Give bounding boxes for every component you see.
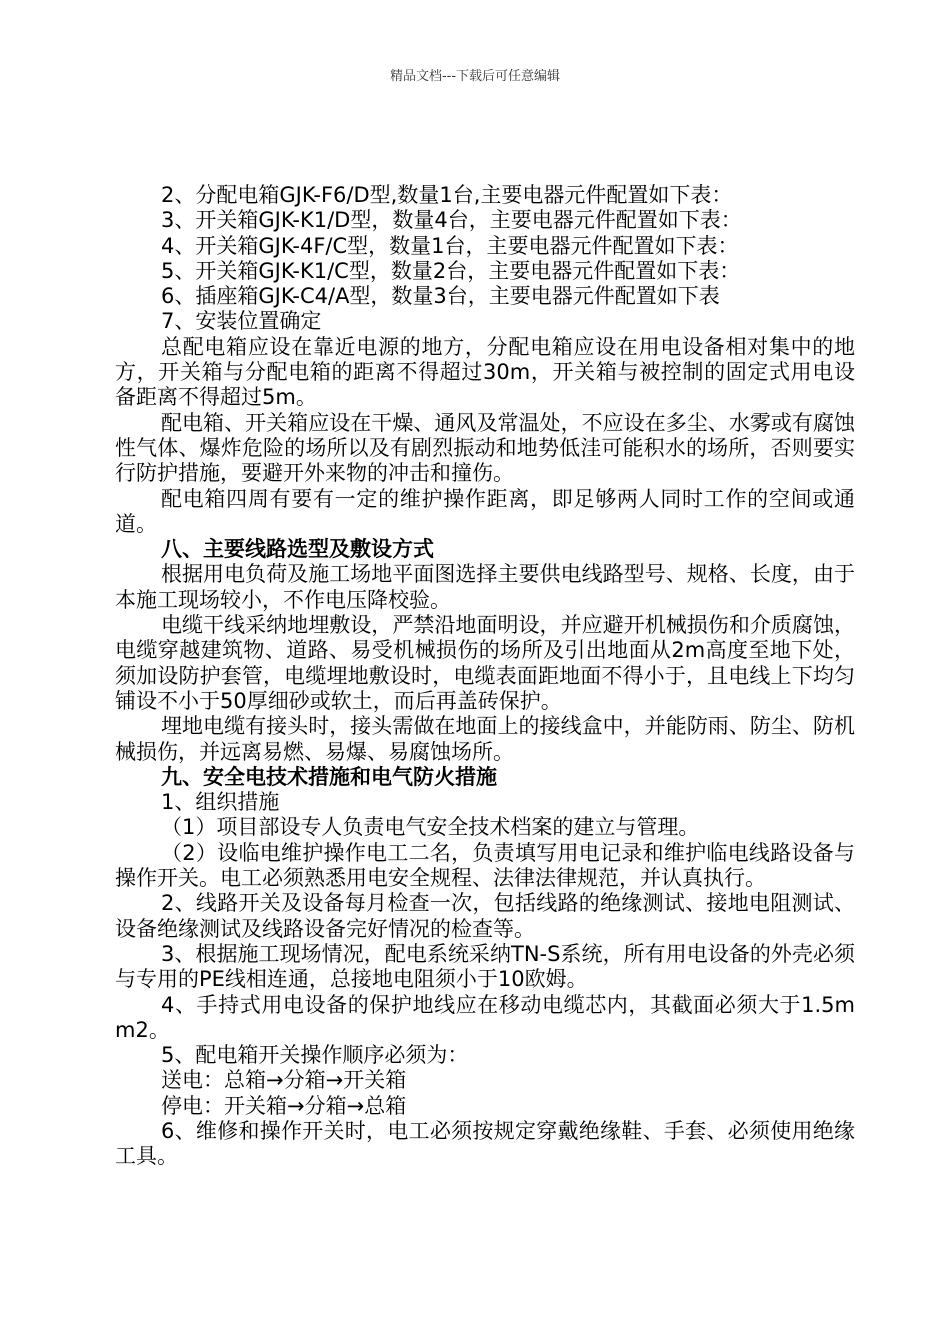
paragraph-org-measure-1: （1）项目部设专人负责电气安全技术档案的建立与管理。 <box>161 815 700 840</box>
paragraph-maintenance-distance: 配电箱四周有要有一定的维护操作距离，即足够两人同时工作的空间或通道。 <box>115 486 855 536</box>
item-1-organization: 1、组织措施 <box>161 790 280 815</box>
paragraph-box-environment: 配电箱、开关箱应设在干燥、通风及常温处，不应设在多尘、水雾或有腐蚀性气体、爆炸危险的场所以及有剧烈振动和地势低洼可能积水的场所，否则要实行防护措施，要避开外来物的冲击和撞伤。 <box>115 410 855 486</box>
item-3-switch-box-k1d: 3、开关箱GJK-K1/D型，数量4台，主要电器元件配置如下表： <box>161 208 742 233</box>
item-5-switch-box-k1c: 5、开关箱GJK-K1/C型，数量2台，主要电器元件配置如下表： <box>161 258 741 283</box>
item-6-socket-box: 6、插座箱GJK-C4/A型，数量3台，主要电器元件配置如下表 <box>161 284 720 309</box>
line-power-off-sequence: 停电：开关箱→分箱→总箱 <box>161 1093 407 1118</box>
item-7-installation-location: 7、安装位置确定 <box>161 309 322 334</box>
document-body <box>115 183 855 1170</box>
paragraph-maintenance-safety: 6、维修和操作开关时，电工必须按规定穿戴绝缘鞋、手套、必须使用绝缘工具。 <box>115 1118 855 1169</box>
section-heading-8: 八、主要线路选型及敷设方式 <box>161 537 434 562</box>
paragraph-line-selection: 根据用电负荷及施工场地平面图选择主要供电线路型号、规格、长度，由于本施工现场较小，不作电压降校验。 <box>115 562 855 612</box>
paragraph-main-box-location: 总配电箱应设在靠近电源的地方，分配电箱应设在用电设备相对集中的地方，开关箱与分配电箱的距离不得超过30m，开关箱与被控制的固定式用电设备距离不得超过5m。 <box>115 334 855 410</box>
line-power-on-sequence: 送电：总箱→分箱→开关箱 <box>161 1068 407 1093</box>
paragraph-cable-burial: 电缆干线采纳地埋敷设，严禁沿地面明设，并应避开机械损伤和介质腐蚀，电缆穿越建筑物、道路、易受机械损伤的场所及引出地面从2m高度至地下处，须加设防护套管，电缆埋地敷设时，电缆表面距地面不得小于，且电线上下均匀铺设不小于50厚细砂或软土，而后再盖砖保护。 <box>115 613 855 713</box>
paragraph-cable-joints: 埋地电缆有接头时，接头需做在地面上的接线盒中，并能防雨、防尘、防机械损伤，并远离易燃、易爆、易腐蚀场所。 <box>115 714 855 764</box>
page-header: 精品文档---下载后可任意编辑 <box>389 69 561 84</box>
item-4-switch-box-4fc: 4、开关箱GJK-4F/C型，数量1台，主要电器元件配置如下表： <box>161 233 739 258</box>
item-2-distribution-box: 2、分配电箱GJK-F6/D型,数量1台,主要电器元件配置如下表： <box>161 183 733 207</box>
paragraph-tn-s-system: 3、根据施工现场情况，配电系统采纳TN-S系统，所有用电设备的外壳必须与专用的PE线相连通，总接地电阻须小于10欧姆。 <box>115 941 855 992</box>
paragraph-handheld-equipment: 4、手持式用电设备的保护地线应在移动电缆芯内，其截面必须大于1.5mm2。 <box>115 992 855 1042</box>
item-5-operation-sequence: 5、配电箱开关操作顺序必须为： <box>161 1043 469 1068</box>
section-heading-9: 九、安全电技术措施和电气防火措施 <box>161 764 497 789</box>
paragraph-monthly-inspection: 2、线路开关及设备每月检查一次，包括线路的绝缘测试、接地电阻测试、设备绝缘测试及线路设备完好情况的检查等。 <box>115 891 855 941</box>
paragraph-org-measure-2: （2）设临电维护操作电工二名，负责填写用电记录和维护临电线路设备与操作开关。电工必须熟悉用电安全规程、法律法律规范，并认真执行。 <box>115 840 855 891</box>
